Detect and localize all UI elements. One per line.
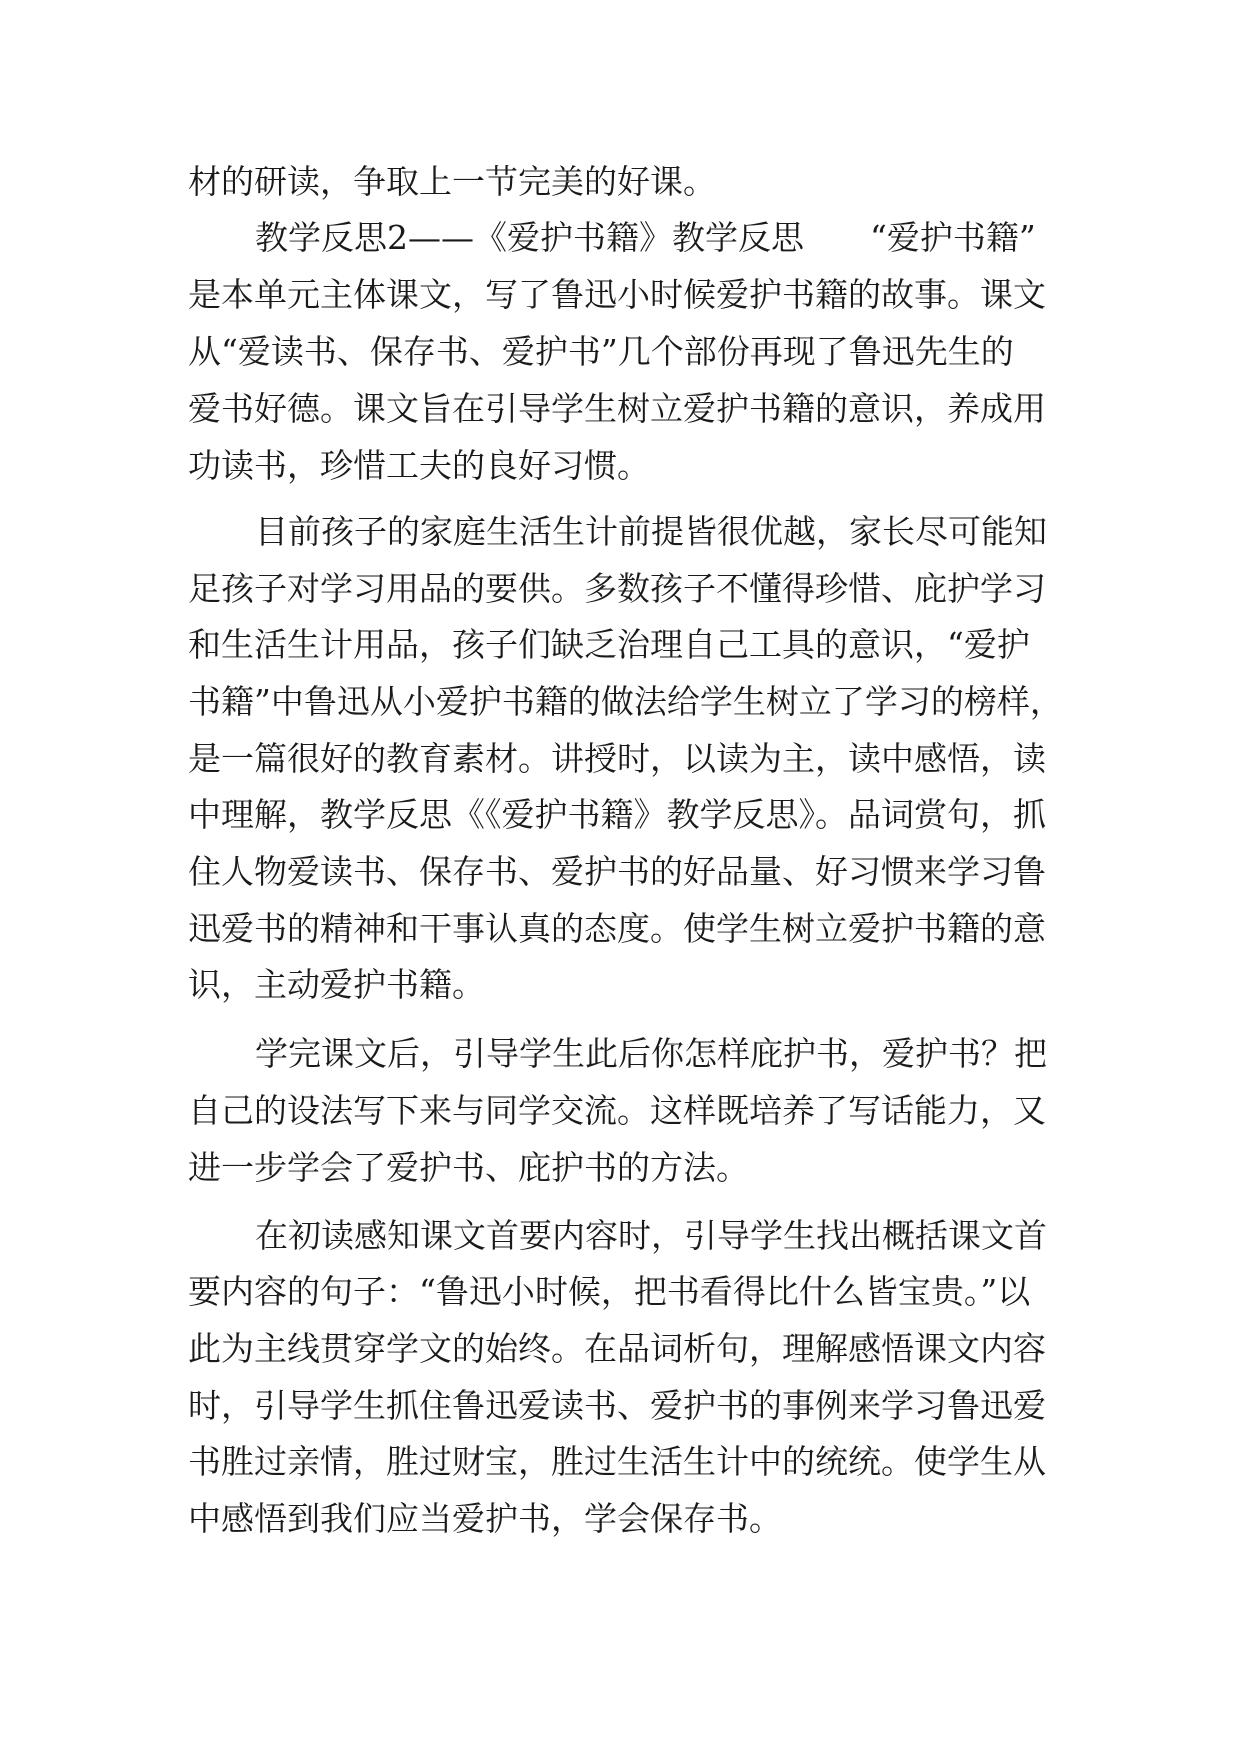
text-line-22: 时，引导学生抓住鲁迅爱读书、爱护书的事例来学习鲁迅爱 [188,1386,1046,1425]
text-line-17: 自己的设法写下来与同学交流。这样既培养了写话能力，又 [188,1091,1046,1130]
text-line-6: 功读书，珍惜工夫的良好习惯。 [188,446,650,485]
text-line-9: 和生活生计用品，孩子们缺乏治理自己工具的意识，“爱护 [188,625,1030,664]
text-line-11: 是一篇很好的教育素材。讲授时，以读为主，读中感悟，读 [188,739,1046,778]
text-line-10: 书籍”中鲁迅从小爱护书籍的做法给学生树立了学习的榜样， [188,682,1063,721]
text-line-5: 爱书好德。课文旨在引导学生树立爱护书籍的意识，养成用 [188,389,1046,428]
text-line-23: 书胜过亲情，胜过财宝，胜过生活生计中的统统。使学生从 [188,1442,1046,1481]
text-line-18: 进一步学会了爱护书、庇护书的方法。 [188,1148,749,1187]
text-line-12: 中理解，教学反思《《爱护书籍》教学反思》。品词赏句，抓 [188,795,1046,834]
text-line-1: 材的研读，争取上一节完美的好课。 [188,162,716,201]
text-line-4: 从“爱读书、保存书、爱护书”几个部份再现了鲁迅先生的 [188,332,1014,371]
text-line-21: 此为主线贯穿学文的始终。在品词析句，理解感悟课文内容 [188,1329,1046,1368]
text-line-2: 教学反思2——《爱护书籍》教学反思 “爱护书籍” [255,218,1036,257]
text-line-15: 识，主动爱护书籍。 [188,965,485,1004]
text-line-7: 目前孩子的家庭生活生计前提皆很优越，家长尽可能知 [255,512,1047,551]
text-line-20: 要内容的句子：“鲁迅小时候，把书看得比什么皆宝贵。”以 [188,1272,1031,1311]
text-line-16: 学完课文后，引导学生此后你怎样庇护书，爱护书？把 [255,1034,1047,1073]
text-line-3: 是本单元主体课文，写了鲁迅小时候爱护书籍的故事。课文 [188,275,1046,314]
text-line-19: 在初读感知课文首要内容时，引导学生找出概括课文首 [255,1216,1047,1255]
text-line-8: 足孩子对学习用品的要供。多数孩子不懂得珍惜、庇护学习 [188,569,1046,608]
text-line-24: 中感悟到我们应当爱护书，学会保存书。 [188,1499,782,1538]
text-line-14: 迅爱书的精神和干事认真的态度。使学生树立爱护书籍的意 [188,909,1046,948]
text-line-13: 住人物爱读书、保存书、爱护书的好品量、好习惯来学习鲁 [188,852,1046,891]
